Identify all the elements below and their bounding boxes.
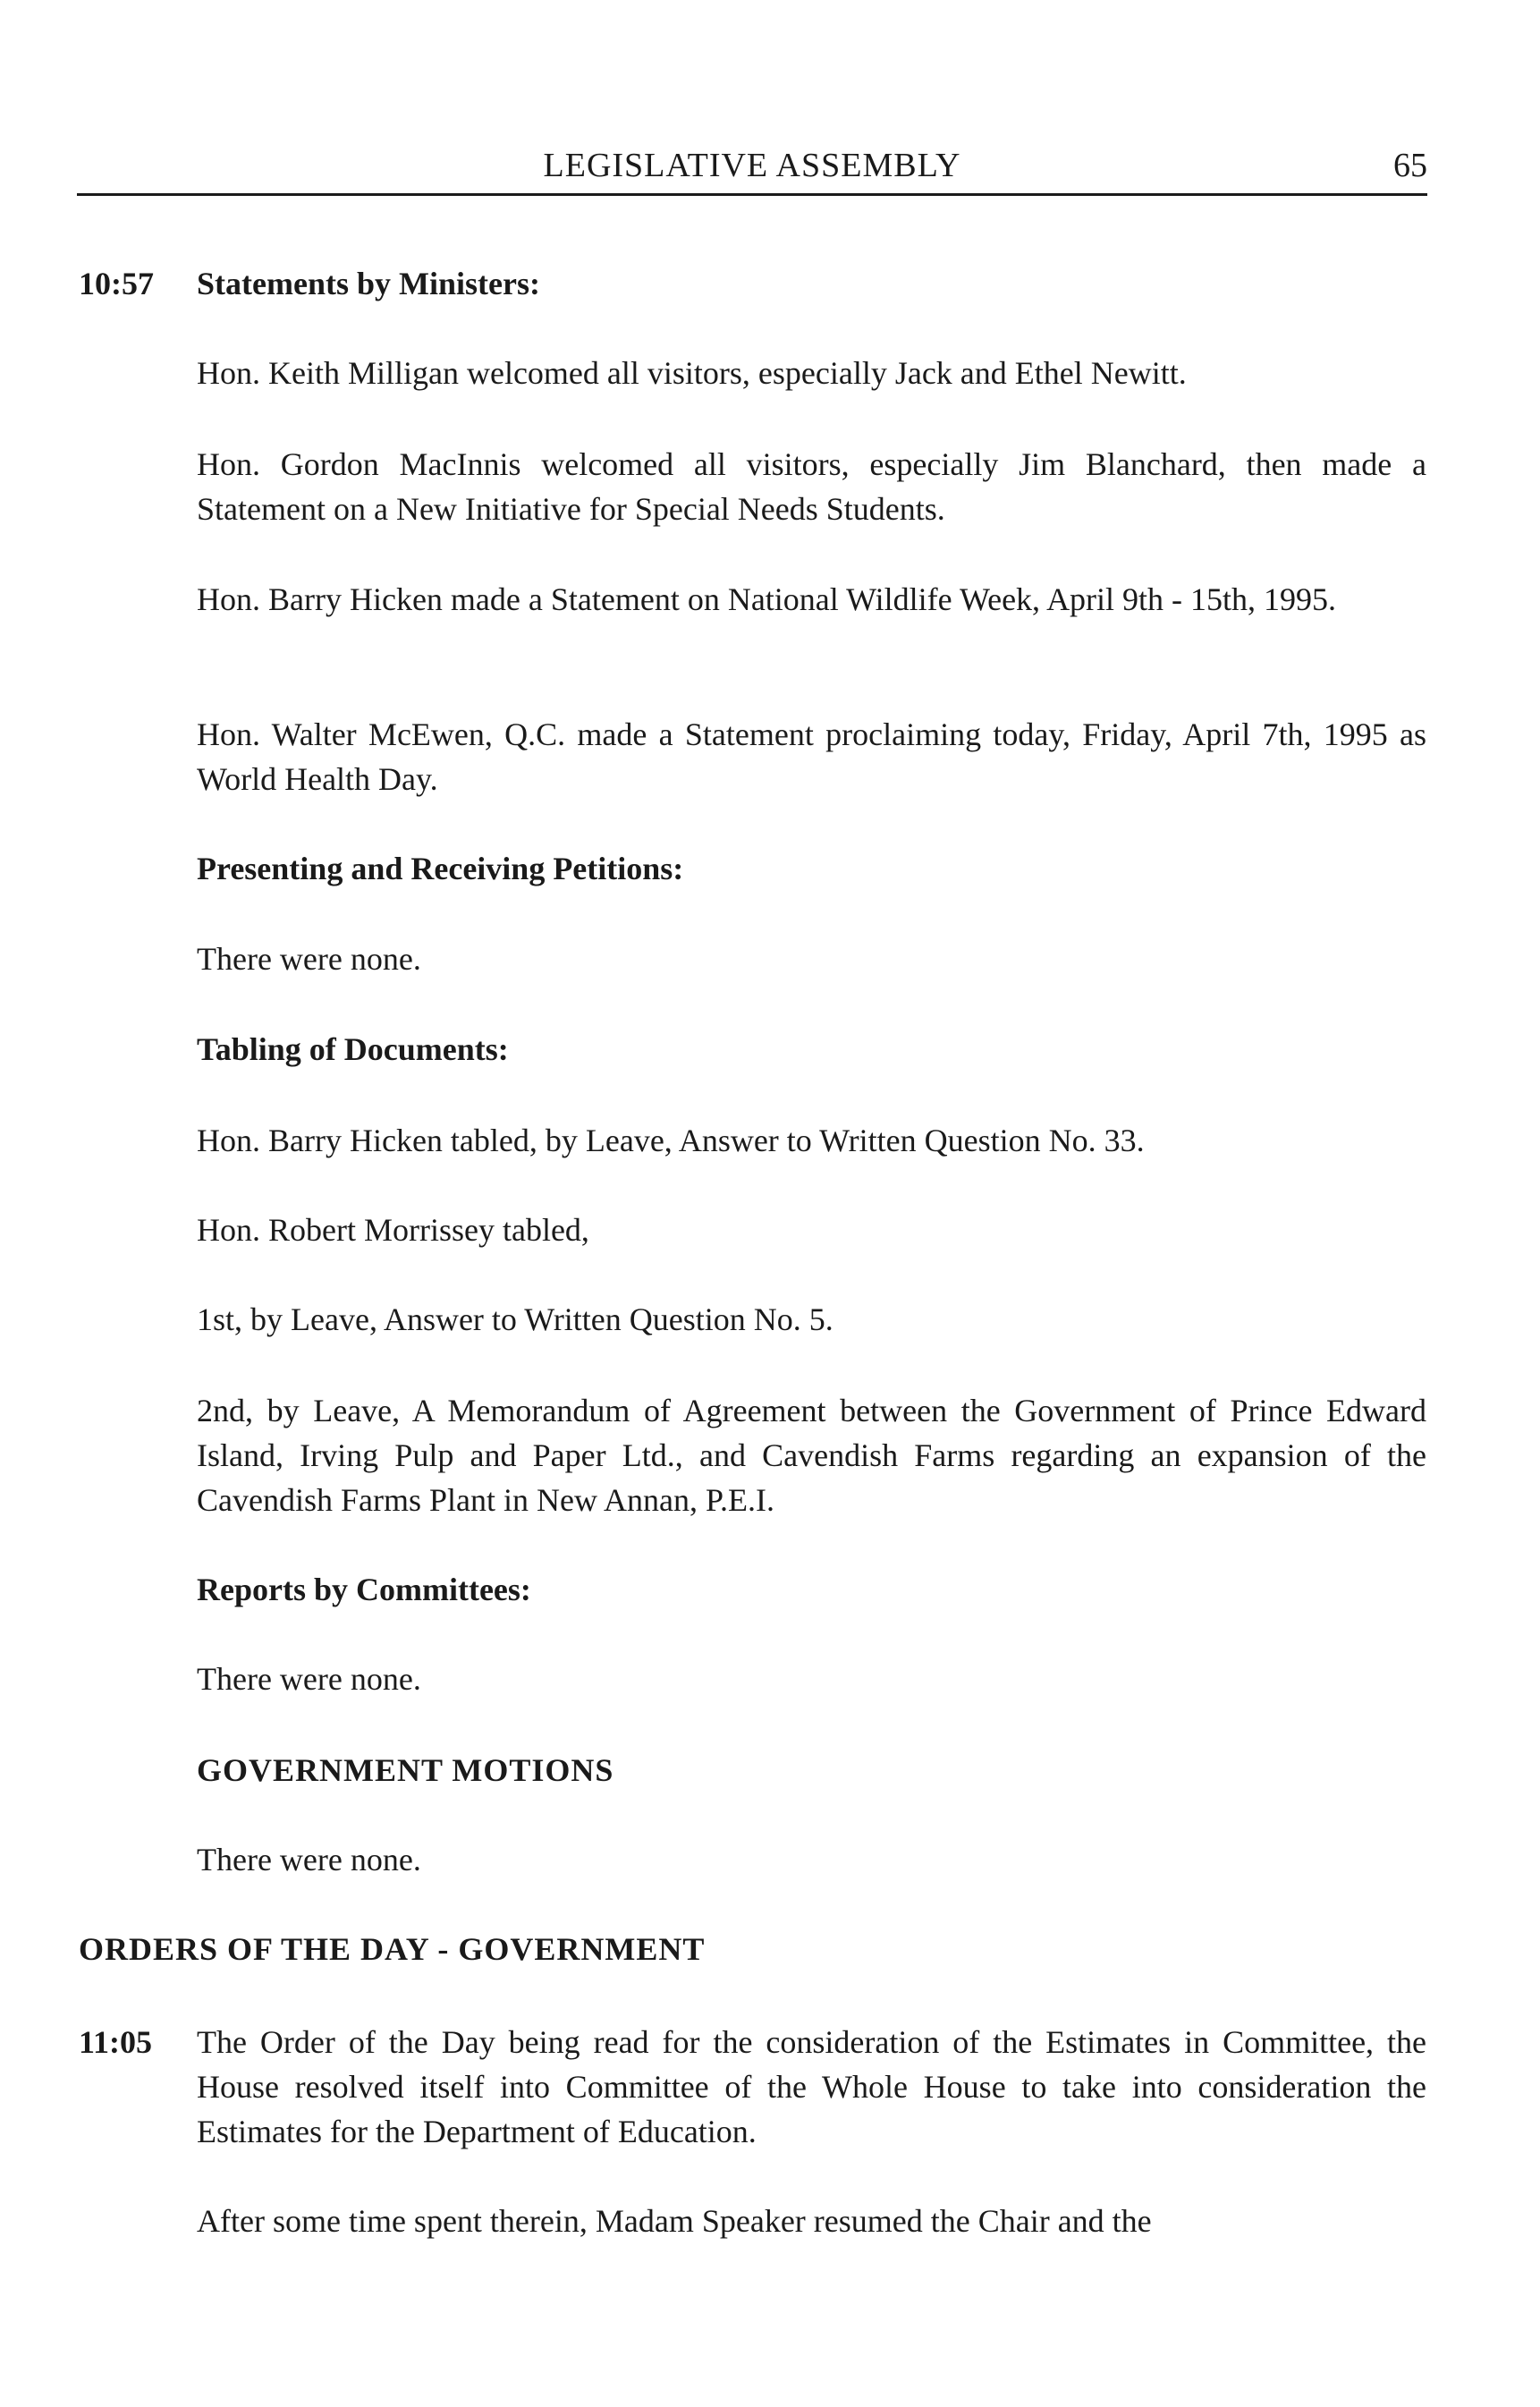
section-heading-petitions: Presenting and Receiving Petitions: — [197, 851, 684, 886]
paragraph: There were none. — [197, 941, 421, 977]
paragraph: 2nd, by Leave, A Memorandum of Agreement between the Government of Prince Edward Island, Irving Pulp and Paper Ltd., and Cavendish Farms regarding an expansion of the Cavendish Farms Plant in New Annan, P.E.I. — [197, 1393, 1426, 1518]
section-heading-government-motions: GOVERNMENT MOTIONS — [197, 1752, 614, 1788]
paragraph: The Order of the Day being read for the consideration of the Estimates in Committee, the House resolved itself into Committee of the Whole House to take into consideration the Estimates for the Department of Education. — [197, 2024, 1426, 2149]
section-heading-statements: Statements by Ministers: — [197, 266, 540, 301]
page-header — [77, 143, 1427, 196]
timestamp-orders: 11:05 — [79, 2024, 153, 2060]
paragraph: Hon. Keith Milligan welcomed all visitors, especially Jack and Ethel Newitt. — [197, 355, 1187, 391]
paragraph: After some time spent therein, Madam Speaker resumed the Chair and the — [197, 2203, 1152, 2239]
section-heading-tabling: Tabling of Documents: — [197, 1031, 509, 1067]
paragraph: There were none. — [197, 1842, 421, 1877]
timestamp-statements: 10:57 — [79, 266, 154, 301]
paragraph: 1st, by Leave, Answer to Written Question No. 5. — [197, 1301, 833, 1337]
paragraph: Hon. Walter McEwen, Q.C. made a Statement proclaiming today, Friday, April 7th, 1995 as World Health Day. — [197, 716, 1426, 797]
paragraph: Hon. Barry Hicken tabled, by Leave, Answer to Written Question No. 33. — [197, 1123, 1145, 1158]
running-title: LEGISLATIVE ASSEMBLY — [543, 147, 961, 184]
paragraph: Hon. Barry Hicken made a Statement on National Wildlife Week, April 9th - 15th, 1995. — [197, 581, 1337, 617]
paragraph: Hon. Robert Morrissey tabled, — [197, 1212, 589, 1248]
section-heading-orders: ORDERS OF THE DAY - GOVERNMENT — [79, 1931, 706, 1967]
section-heading-committees: Reports by Committees: — [197, 1572, 531, 1607]
page-number: 65 — [1393, 147, 1427, 184]
paragraph: Hon. Gordon MacInnis welcomed all visitors, especially Jim Blanchard, then made a Statement on a New Initiative for Special Needs Students. — [197, 446, 1426, 527]
paragraph: There were none. — [197, 1661, 421, 1697]
